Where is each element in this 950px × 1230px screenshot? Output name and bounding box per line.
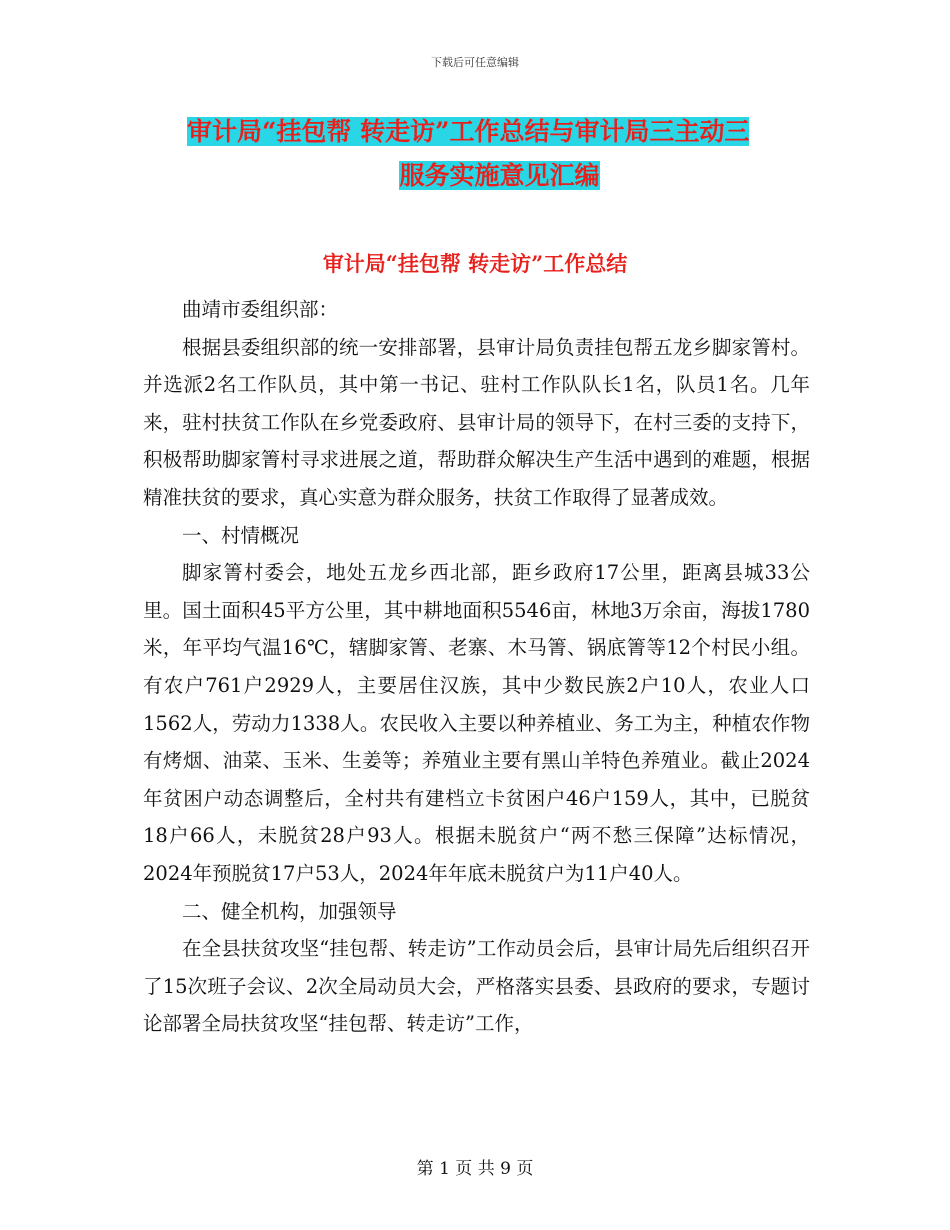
paragraph-intro: 根据县委组织部的统一安排部署，县审计局负责挂包帮五龙乡脚家箐村。并选派2名工作队员，其中第一书记、驻村工作队队长1名，队员1名。几年来，驻村扶贫工作队在乡党委政府、县审计局的领导下，在村三委的支持下，积极帮助脚家箐村寻求进展之道，帮助群众解决生产生活中遇到的难题，根据精准扶贫的要求，真心实意为群众服务，扶贫工作取得了显著成效。 <box>143 335 810 509</box>
title-line-2: 服务实施意见汇编 <box>399 161 600 190</box>
heading-organization: 二、健全机构，加强领导 <box>182 899 397 923</box>
paragraph-village-overview: 脚家箐村委会，地处五龙乡西北部，距乡政府17公里，距离县城33公里。国土面积45平方公里，其中耕地面积5546亩，林地3万余亩，海拔1780米，年平均气温16℃，辖脚家箐、老寨、木马箐、锅底箐等12个村民小组。有农户761户2929人，主要居住汉族，其中少数民族2户10人，农业人口1562人，劳动力1338人。农民收入主要以种养植业、务工为主，种植农作物有烤烟、油菜、玉米、生姜等；养殖业主要有黑山羊特色养殖业。截止2024年贫困户动态调整后，全村共有建档立卡贫困户46户159人，其中，已脱贫18户66人，未脱贫28户93人。根据未脱贫户“两不愁三保障”达标情况，2024年预脱贫17户53人，2024年年底未脱贫户为11户40人。 <box>143 561 810 885</box>
page-footer: 第 1 页 共 9 页 <box>416 1159 534 1179</box>
document-title <box>187 110 812 198</box>
heading-village-overview: 一、村情概况 <box>182 523 300 547</box>
paragraph-organization: 在全县扶贫攻坚“挂包帮、转走访”工作动员会后，县审计局先后组织召开了15次班子会议、2次全局动员大会，严格落实县委、县政府的要求，专题讨论部署全局扶贫攻坚“挂包帮、转走访”工作， <box>143 937 810 1036</box>
document-body <box>143 291 810 1043</box>
header-note: 下载后可任意编辑 <box>431 56 519 69</box>
title-line-1: 审计局“挂包帮 转走访”工作总结与审计局三主动三 <box>187 117 750 146</box>
paragraph-salutation: 曲靖市委组织部： <box>182 298 339 321</box>
section-title: 审计局“挂包帮 转走访”工作总结 <box>322 251 628 276</box>
